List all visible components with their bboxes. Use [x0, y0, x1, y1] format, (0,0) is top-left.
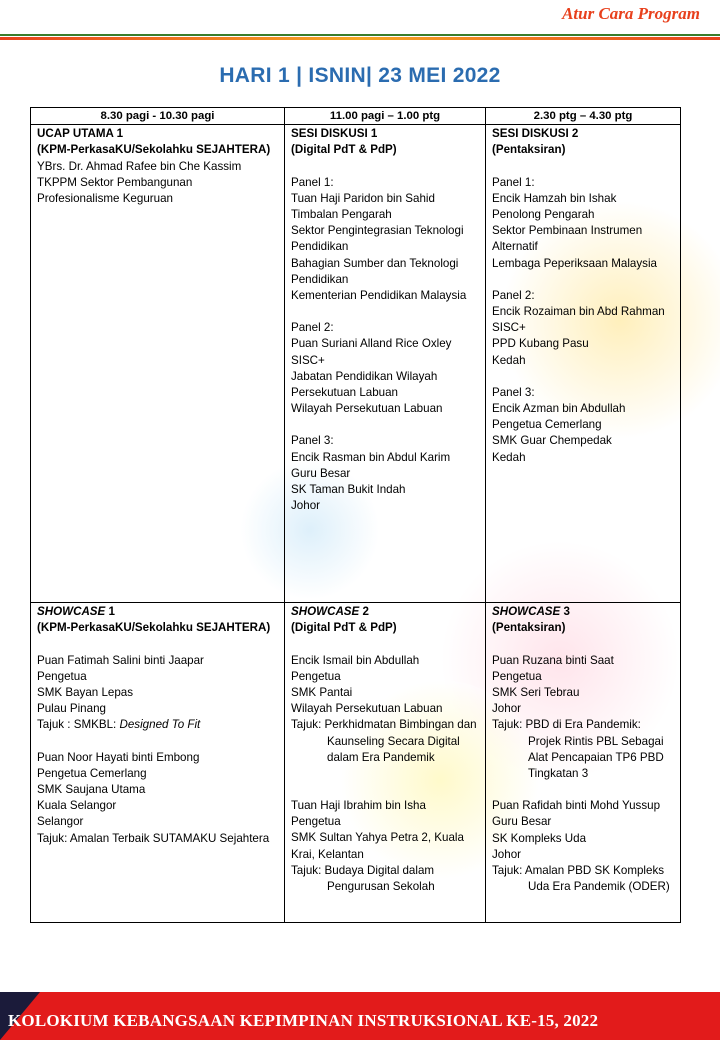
- session-title: SESI DISKUSI 2: [492, 127, 579, 141]
- topic-line: Tajuk: Amalan PBD SK Kompleks: [492, 864, 665, 878]
- session-subtitle: (Digital PdT & PdP): [291, 621, 397, 635]
- panel-line: Tuan Haji Paridon bin Sahid: [291, 191, 435, 205]
- panel-line: Kedah: [492, 450, 526, 464]
- presenter-line: Puan Ruzana binti Saat: [492, 653, 614, 667]
- topic-line: Pengurusan Sekolah: [327, 880, 435, 894]
- presenter-line: Johor: [492, 847, 522, 861]
- panel-line: Bahagian Sumber dan Teknologi: [291, 256, 459, 270]
- panel-line: Panel 2:: [492, 288, 535, 302]
- presenter-line: Pulau Pinang: [37, 702, 106, 716]
- panel-line: Guru Besar: [291, 466, 351, 480]
- table-header-row: [31, 108, 681, 125]
- header-divider: [0, 34, 720, 36]
- topic-line: Tingkatan 3: [528, 767, 589, 781]
- panel-line: Puan Suriani Alland Rice Oxley: [291, 337, 452, 351]
- presenter-line: SK Kompleks Uda: [492, 831, 587, 845]
- panel-line: Alternatif: [492, 240, 538, 254]
- session-cell: [31, 603, 285, 923]
- session-cell: [285, 125, 486, 603]
- topic-line: Kaunseling Secara Digital: [327, 734, 460, 748]
- panel-line: Panel 1:: [492, 175, 535, 189]
- presenter-line: Krai, Kelantan: [291, 847, 364, 861]
- session-title: SHOWCASE 1: [37, 605, 115, 619]
- panel-line: Panel 2:: [291, 321, 334, 335]
- topic-line: Tajuk : SMKBL: Designed To Fit: [37, 718, 201, 732]
- panel-line: Kementerian Pendidikan Malaysia: [291, 289, 467, 303]
- topic-line: Tajuk: Perkhidmatan Bimbingan dan: [291, 718, 477, 732]
- presenter-line: SMK Pantai: [291, 686, 353, 700]
- session-title: SESI DISKUSI 1: [291, 127, 378, 141]
- presenter-line: Selangor: [37, 815, 84, 829]
- topic-line: Alat Pencapaian TP6 PBD: [528, 750, 664, 764]
- session-title: UCAP UTAMA 1: [37, 127, 124, 141]
- table-row: [31, 603, 681, 923]
- presenter-line: Kuala Selangor: [37, 799, 117, 813]
- presenter-line: Tuan Haji Ibrahim bin Isha: [291, 799, 426, 813]
- presenter-line: Pengetua: [37, 669, 87, 683]
- panel-line: Jabatan Pendidikan Wilayah: [291, 369, 438, 383]
- session-subtitle: (Pentaksiran): [492, 143, 566, 157]
- panel-line: SK Taman Bukit Indah: [291, 483, 406, 497]
- topic-line: Uda Era Pandemik (ODER): [528, 880, 670, 894]
- panel-line: SISC+: [492, 321, 526, 335]
- panel-line: Pendidikan: [291, 240, 349, 254]
- panel-line: Penolong Pengarah: [492, 208, 595, 222]
- presenter-line: Pengetua Cemerlang: [37, 766, 147, 780]
- schedule-table: [30, 107, 681, 923]
- column-header: 8.30 pagi - 10.30 pagi: [31, 108, 285, 125]
- presenter-line: SMK Bayan Lepas: [37, 686, 134, 700]
- session-cell: [31, 125, 285, 603]
- panel-line: Encik Rozaiman bin Abd Rahman: [492, 305, 665, 319]
- column-header: 11.00 pagi – 1.00 ptg: [285, 108, 486, 125]
- session-title: SHOWCASE 2: [291, 605, 369, 619]
- presenter-line: Wilayah Persekutuan Labuan: [291, 702, 443, 716]
- panel-line: SISC+: [291, 353, 325, 367]
- presenter-line: Puan Fatimah Salini binti Jaapar: [37, 653, 204, 667]
- panel-line: Encik Hamzah bin Ishak: [492, 191, 617, 205]
- panel-line: Sektor Pembinaan Instrumen: [492, 224, 643, 238]
- panel-line: Timbalan Pengarah: [291, 208, 392, 222]
- panel-line: Johor: [291, 499, 321, 513]
- panel-line: PPD Kubang Pasu: [492, 337, 589, 351]
- table-row: [31, 125, 681, 603]
- panel-line: Sektor Pengintegrasian Teknologi: [291, 224, 464, 238]
- topic-line: Tajuk: PBD di Era Pandemik:: [492, 718, 641, 732]
- panel-line: Panel 1:: [291, 175, 334, 189]
- panel-line: Kedah: [492, 353, 526, 367]
- panel-line: SMK Guar Chempedak: [492, 434, 612, 448]
- presenter-line: Puan Noor Hayati binti Embong: [37, 750, 200, 764]
- panel-line: Encik Azman bin Abdullah: [492, 402, 626, 416]
- presenter-line: Pengetua: [291, 815, 341, 829]
- panel-line: Pendidikan: [291, 272, 349, 286]
- panel-line: Wilayah Persekutuan Labuan: [291, 402, 443, 416]
- panel-line: Persekutuan Labuan: [291, 386, 399, 400]
- speaker-line: YBrs. Dr. Ahmad Rafee bin Che Kassim: [37, 159, 242, 173]
- session-subtitle: (KPM-PerkasaKU/Sekolahku SEJAHTERA): [37, 143, 271, 157]
- presenter-line: Puan Rafidah binti Mohd Yussup: [492, 799, 661, 813]
- panel-line: Encik Rasman bin Abdul Karim: [291, 450, 451, 464]
- speaker-line: TKPPM Sektor Pembangunan: [37, 175, 193, 189]
- topic-line: Tajuk: Amalan Terbaik SUTAMAKU Sejahtera: [37, 831, 270, 845]
- topic-line: Tajuk: Budaya Digital dalam: [291, 863, 435, 877]
- topic-line: dalam Era Pandemik: [327, 750, 435, 764]
- presenter-line: Guru Besar: [492, 815, 552, 829]
- footer-title: KOLOKIUM KEBANGSAAN KEPIMPINAN INSTRUKSIONAL KE-15, 2022: [8, 1011, 599, 1030]
- session-title: SHOWCASE 3: [492, 605, 570, 619]
- panel-line: Panel 3:: [492, 385, 535, 399]
- speaker-line: Profesionalisme Keguruan: [37, 192, 173, 206]
- session-cell: [486, 125, 681, 603]
- session-cell: [486, 603, 681, 923]
- column-header: 2.30 ptg – 4.30 ptg: [486, 108, 681, 125]
- day-title: HARI 1 | ISNIN| 23 MEI 2022: [219, 64, 501, 87]
- panel-line: Panel 3:: [291, 434, 334, 448]
- header-divider-accent: [0, 37, 720, 40]
- presenter-line: Pengetua: [291, 669, 341, 683]
- presenter-line: SMK Saujana Utama: [37, 783, 146, 797]
- presenter-line: SMK Sultan Yahya Petra 2, Kuala: [291, 831, 464, 845]
- topic-line: Projek Rintis PBL Sebagai: [528, 734, 664, 748]
- header-title: Atur Cara Program: [562, 4, 700, 23]
- panel-line: Pengetua Cemerlang: [492, 418, 602, 432]
- presenter-line: SMK Seri Tebrau: [492, 686, 580, 700]
- presenter-line: Johor: [492, 702, 522, 716]
- panel-line: Lembaga Peperiksaan Malaysia: [492, 256, 657, 270]
- presenter-line: Encik Ismail bin Abdullah: [291, 653, 420, 667]
- session-subtitle: (KPM-PerkasaKU/Sekolahku SEJAHTERA): [37, 621, 271, 635]
- presenter-line: Pengetua: [492, 669, 542, 683]
- session-cell: [285, 603, 486, 923]
- session-subtitle: (Digital PdT & PdP): [291, 143, 397, 157]
- session-subtitle: (Pentaksiran): [492, 621, 566, 635]
